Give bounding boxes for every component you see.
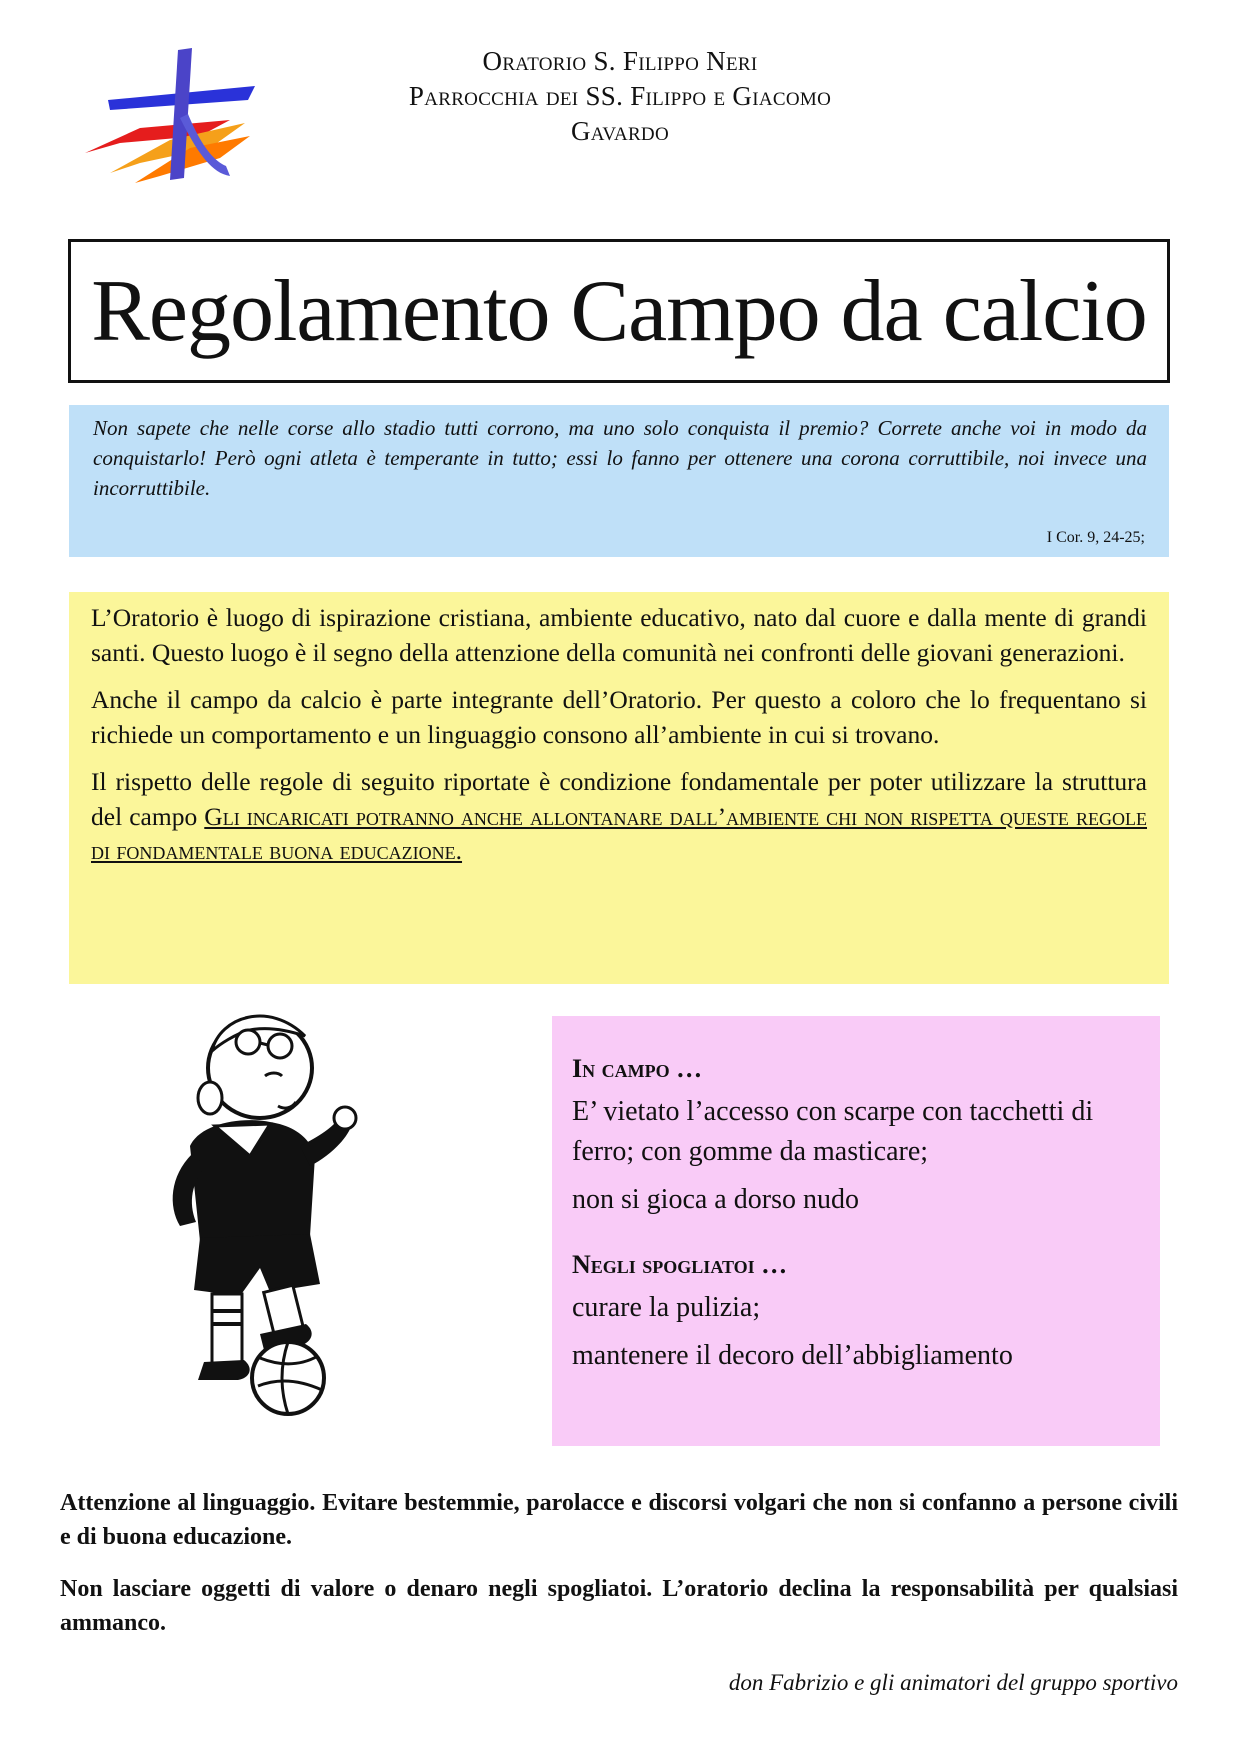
field-rule-shirt: non si gioca a dorso nudo <box>572 1184 859 1215</box>
oratorio-logo <box>80 48 280 198</box>
page-title: Regolamento Campo da calcio <box>91 262 1147 360</box>
note-valuables: Non lasciare oggetti di valore o denaro negli spogliatoi. L’oratorio declina la responsabilità per qualsiasi ammanco. <box>60 1576 1178 1636</box>
header-parish-name: Parrocchia dei SS. Filippo e Giacomo <box>408 81 832 111</box>
locker-rules-heading: Negli spogliatoi … <box>572 1250 788 1279</box>
referee-illustration <box>120 1006 380 1456</box>
title-box <box>68 239 1170 383</box>
intro-warning: Gli incaricati potranno anche allontanare dall’ambiente chi non rispetta queste regole di fondamentale buona educazione. <box>91 801 1147 865</box>
bible-quote-text: Non sapete che nelle corse allo stadio tutti corrono, ma uno solo conquista il premio? Correte anche voi in modo da conquistarlo! Però ogni atleta è temperante in tutto; essi lo fanno per ottenere una corona corruttibile, noi invece una incorruttibile. <box>93 416 1147 500</box>
header-oratorio-name: Oratorio S. Filippo Neri <box>482 46 758 76</box>
header-town: Gavardo <box>571 116 669 146</box>
intro-paragraph-3-text: Il rispetto delle regole di seguito riportate è condizione fondamentale per poter utilizzare la struttura del campo <box>91 767 1147 831</box>
bible-quote-box <box>69 405 1169 557</box>
intro-paragraph-2: Anche il campo da calcio è parte integrante dell’Oratorio. Per questo a coloro che lo frequentano si richiede un comportamento e un linguaggio consono all’ambiente in cui si trovano. <box>91 685 1147 749</box>
locker-rule-clothing: mantenere il decoro dell’abbigliamento <box>572 1340 1013 1371</box>
field-rules-heading: In campo … <box>572 1054 703 1083</box>
bottom-notes <box>60 1486 1178 1658</box>
signature: don Fabrizio e gli animatori del gruppo sportivo <box>728 1670 1178 1695</box>
field-rule-shoes: E’ vietato l’accesso con scarpe con tacchetti di ferro; con gomme da masticare; <box>572 1096 1094 1167</box>
rules-box <box>552 1016 1160 1446</box>
intro-paragraph-1: L’Oratorio è luogo di ispirazione cristiana, ambiente educativo, nato dal cuore e dalla mente di grandi santi. Questo luogo è il segno della attenzione della comunità nei confronti delle giovani generazioni. <box>91 603 1147 667</box>
locker-rule-cleanliness: curare la pulizia; <box>572 1292 761 1323</box>
note-language: Attenzione al linguaggio. Evitare bestemmie, parolacce e discorsi volgari che non si confanno a persone civili e di buona educazione. <box>60 1490 1178 1550</box>
bible-quote-reference: I Cor. 9, 24-25; <box>1046 529 1145 546</box>
intro-box <box>69 592 1169 984</box>
organization-header <box>340 44 900 149</box>
intro-paragraph-3 <box>91 765 1147 869</box>
